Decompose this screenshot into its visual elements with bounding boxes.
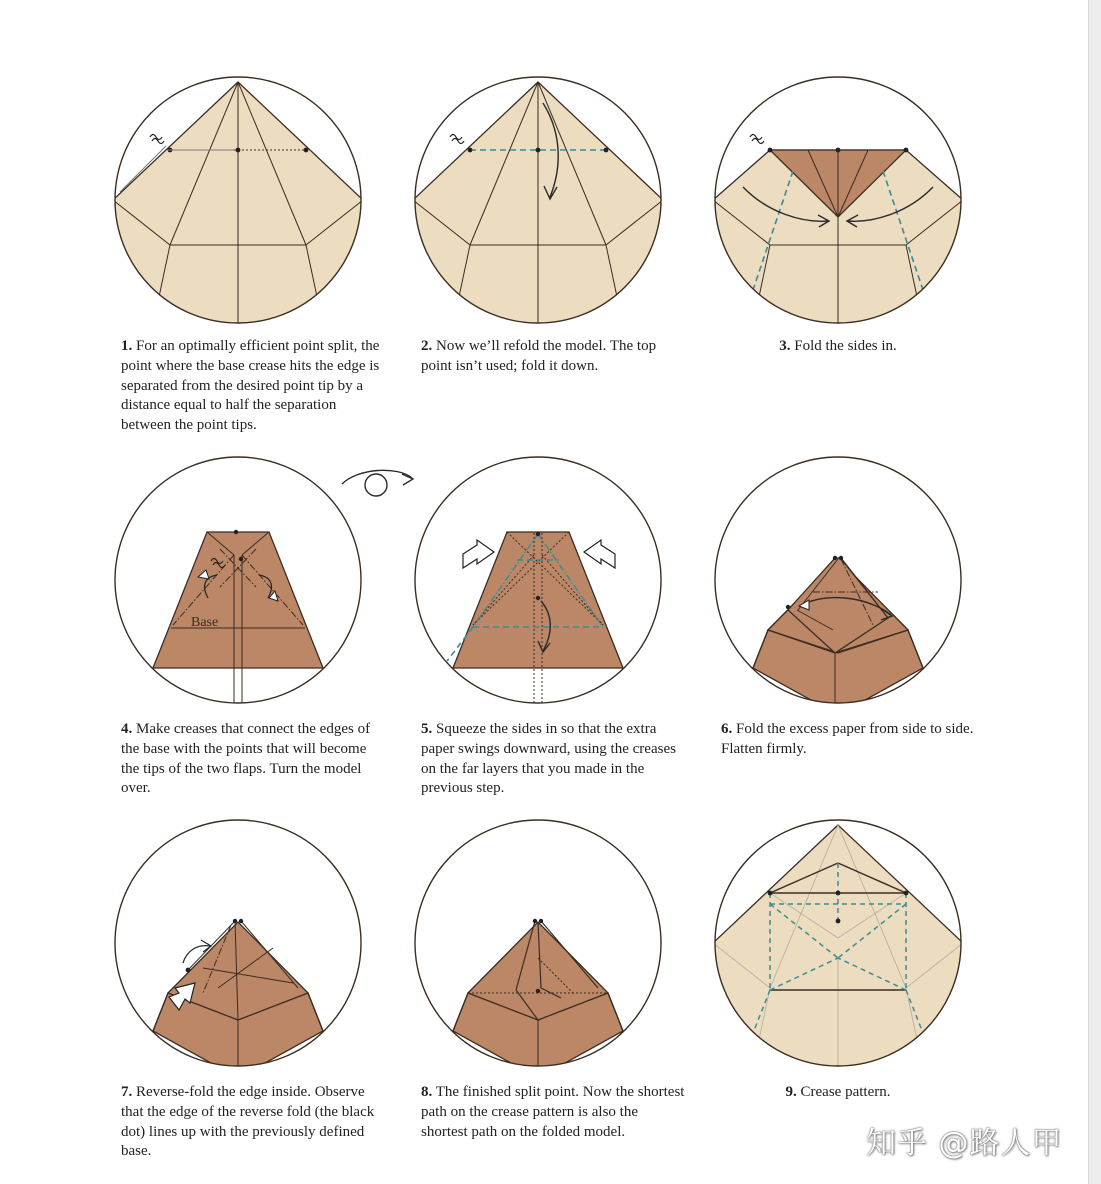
step-4-caption: 4. Make creases that connect the edges of the base with the points that will become the tips of the two flaps. Turn the model over.	[121, 721, 371, 797]
step-3-diagram	[713, 75, 963, 325]
squeeze-arrow-right-icon	[584, 540, 615, 568]
step-1-caption: 1. For an optimally efficient point split, the point where the base crease hits the edge is separated from the desired point tip by a distance equal to half the separation between the point tips.	[121, 338, 380, 434]
base-label: Base	[191, 615, 219, 630]
step-5-caption: 5. Squeeze the sides in so that the extra paper swings downward, using the creases on the far layers that you made in the previous step.	[421, 721, 676, 797]
step-4-paper	[153, 532, 323, 707]
step-8-caption: 8. The finished split point. Now the shortest path on the crease pattern is also the shortest path on the folded model.	[421, 1084, 685, 1140]
step-9-caption: 9. Crease pattern.	[785, 1084, 891, 1100]
step-3-paper	[713, 150, 963, 335]
step-7-diagram	[113, 818, 363, 1068]
step-8-paper	[453, 921, 623, 1078]
step-2-caption: 2. Now we’ll refold the model. The top point isn’t used; fold it down.	[421, 338, 657, 374]
step-9-diagram	[713, 818, 963, 1068]
step-6-diagram	[713, 455, 963, 705]
step-2-paper	[413, 82, 663, 335]
distance-mark-icon	[150, 135, 164, 144]
step-4-diagram	[113, 455, 363, 705]
step-1-paper	[113, 82, 363, 335]
crease-pattern	[713, 825, 963, 1078]
step-6-caption: 6. Fold the excess paper from side to side. Flatten firmly.	[721, 721, 974, 757]
step-2-diagram	[413, 75, 663, 325]
squeeze-arrow-left-icon	[463, 540, 494, 568]
turn-over-icon	[336, 462, 420, 504]
distance-mark-icon	[750, 135, 764, 144]
step-1-diagram	[113, 75, 363, 325]
watermark: 知乎 @路人甲	[866, 1126, 1063, 1161]
step-7-caption: 7. Reverse-fold the edge inside. Observe that the edge of the reverse fold (the black dot) lines up with the previously defined base.	[121, 1084, 375, 1160]
step-5-diagram	[413, 455, 663, 705]
distance-mark-icon	[450, 135, 464, 144]
step-8-diagram	[413, 818, 663, 1068]
step-6-paper	[753, 558, 923, 715]
step-3-caption: 3. Fold the sides in.	[779, 338, 897, 354]
vertical-scrollbar[interactable]	[1088, 0, 1101, 1184]
